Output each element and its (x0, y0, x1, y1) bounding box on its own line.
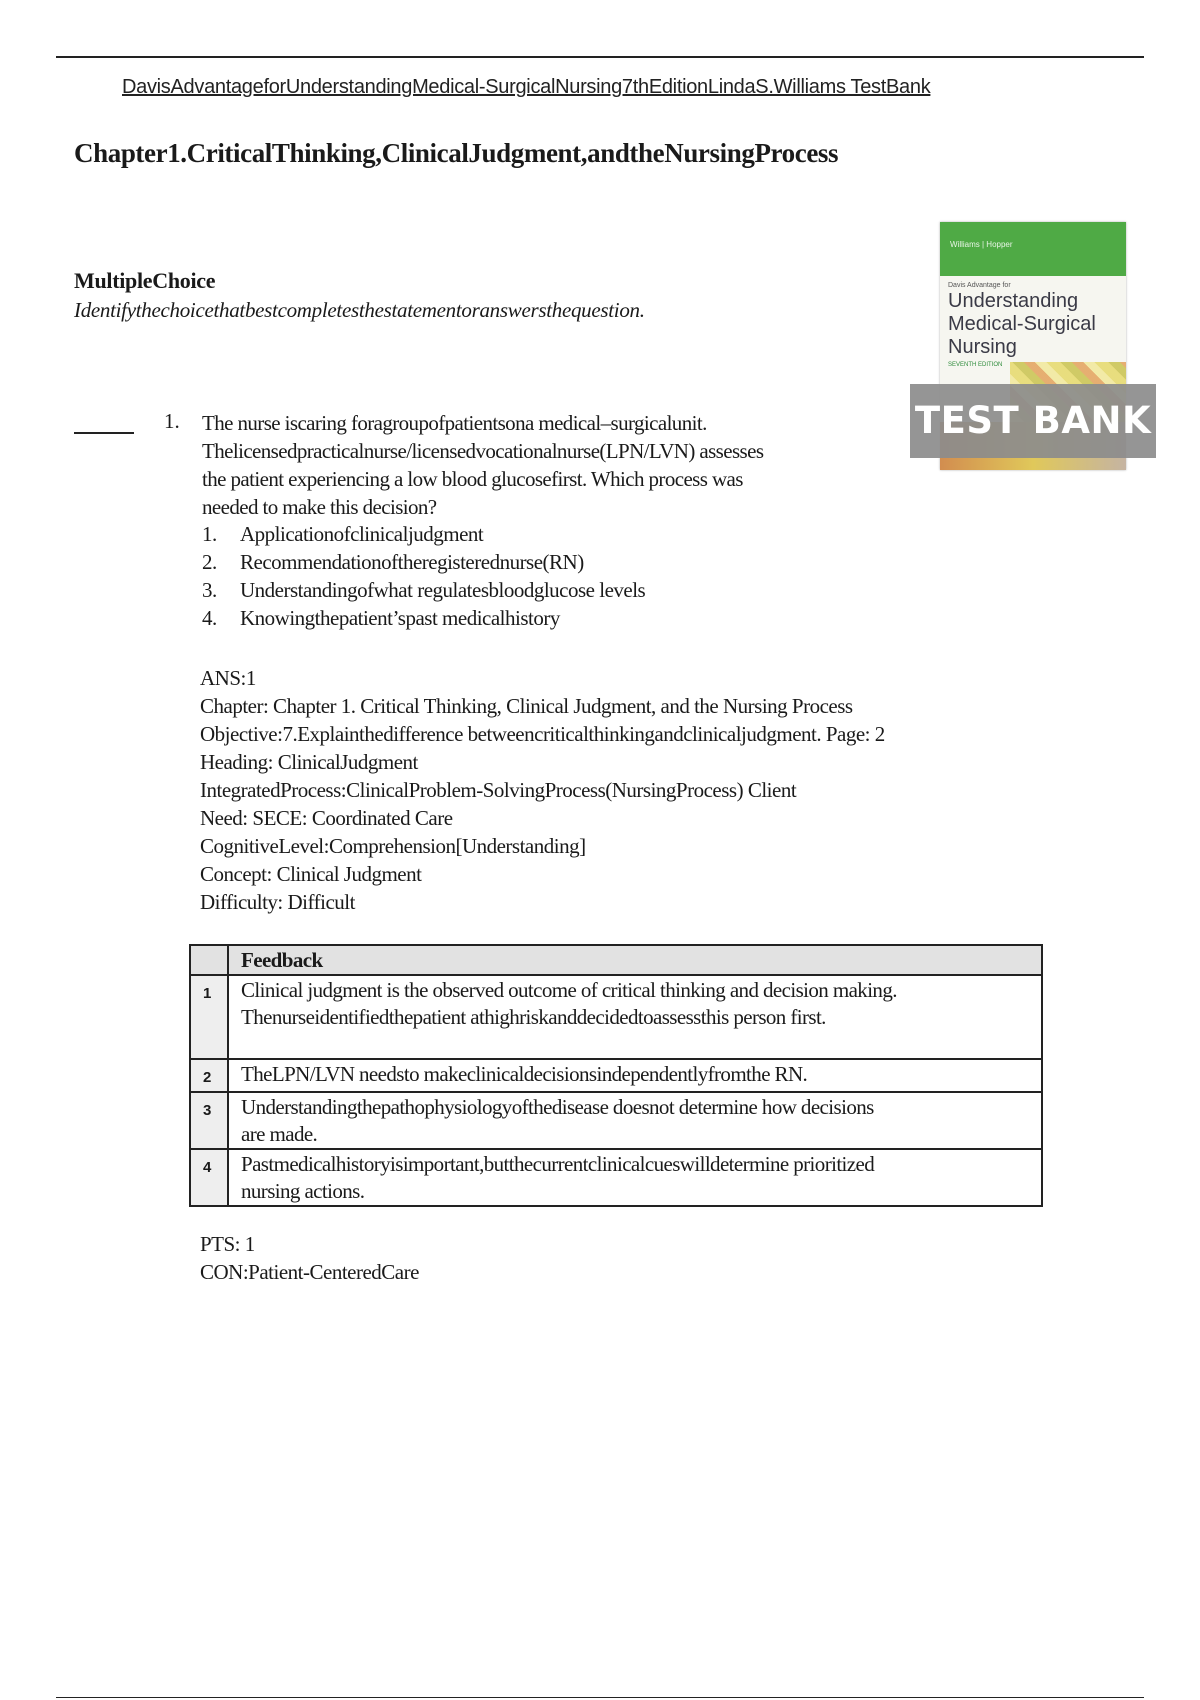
answer-options (202, 520, 645, 632)
cover-series: Davis Advantage for (948, 282, 1011, 289)
question-stem-line: Thelicensedpracticalnurse/licensedvocationalnurse(LPN/LVN) assesses (202, 439, 764, 463)
answer-key: ANS:1 (200, 666, 256, 690)
question-footer (200, 1230, 419, 1286)
table-row (190, 1059, 1042, 1092)
cover-authors: Williams | Hopper (950, 240, 1013, 249)
meta-heading: Heading: ClinicalJudgment (200, 750, 418, 774)
feedback-line: nursing actions. (241, 1179, 365, 1203)
concept-tag: CON:Patient-CenteredCare (200, 1260, 419, 1284)
feedback-index: 2 (190, 1059, 228, 1092)
feedback-line: Understandingthepathophysiologyofthedisease doesnot determine how decisions (241, 1095, 874, 1119)
feedback-line: Pastmedicalhistoryisimportant,butthecurrentclinicalcueswilldetermine prioritized (241, 1152, 875, 1176)
feedback-line: Thenurseidentifiedthepatient athighriskanddecidedtoassessthis person first. (241, 1005, 826, 1029)
feedback-line: Clinical judgment is the observed outcome of critical thinking and decision making. (241, 978, 897, 1002)
document-header: DavisAdvantageforUnderstandingMedical-SurgicalNursing7thEditionLindaS.Williams TestBank (122, 76, 931, 98)
feedback-text (228, 975, 1042, 1059)
cover-green-band (940, 222, 1126, 276)
section-instructions: Identifythechoicethatbestcompletesthestatementoranswersthequestion. (74, 298, 645, 322)
question-stem (202, 409, 902, 521)
section-title: MultipleChoice (74, 268, 216, 293)
meta-objective: Objective:7.Explainthedifference betweencriticalthinkingandclinicaljudgment. Page: 2 (200, 722, 885, 746)
feedback-index: 3 (190, 1092, 228, 1149)
answer-option[interactable] (202, 548, 645, 576)
feedback-header-row (190, 945, 1042, 975)
feedback-table (189, 944, 1043, 1207)
meta-chapter: Chapter: Chapter 1. Critical Thinking, Clinical Judgment, and the Nursing Process (200, 694, 853, 718)
option-number: 1. (202, 522, 217, 546)
bottom-rule (56, 1697, 1144, 1698)
feedback-text (228, 1149, 1042, 1206)
feedback-line: are made. (241, 1122, 318, 1146)
question-number: 1. (164, 409, 180, 433)
top-rule (56, 56, 1144, 58)
feedback-header: Feedback (228, 945, 1042, 975)
meta-difficulty: Difficulty: Difficult (200, 890, 355, 914)
option-number: 4. (202, 606, 217, 630)
answer-option[interactable] (202, 520, 645, 548)
question-metadata (200, 664, 1100, 916)
cover-title-line: Nursing (948, 336, 1017, 358)
feedback-index: 4 (190, 1149, 228, 1206)
cover-title (948, 290, 1123, 359)
option-number: 2. (202, 550, 217, 574)
table-row (190, 1092, 1042, 1149)
answer-blank[interactable] (74, 432, 134, 434)
meta-cognitive-level: CognitiveLevel:Comprehension[Understanding] (200, 834, 586, 858)
question-stem-line: The nurse iscaring foragroupofpatientsona medical–surgicalunit. (202, 411, 707, 435)
question-stem-line: needed to make this decision? (202, 495, 437, 519)
feedback-line: TheLPN/LVN needsto makeclinicaldecisionsindependentlyfromthe RN. (241, 1062, 808, 1086)
option-text: Recommendationoftheregisterednurse(RN) (240, 550, 584, 574)
option-text: Understandingofwhat regulatesbloodglucose levels (240, 578, 646, 602)
test-bank-banner: TEST BANK (910, 384, 1156, 458)
meta-integrated-process: IntegratedProcess:ClinicalProblem-SolvingProcess(NursingProcess) Client (200, 778, 797, 802)
question-stem-line: the patient experiencing a low blood glucosefirst. Which process was (202, 467, 743, 491)
answer-option[interactable] (202, 604, 645, 632)
chapter-title: Chapter1.CriticalThinking,ClinicalJudgment,andtheNursingProcess (74, 138, 839, 168)
cover-title-line: Understanding (948, 290, 1079, 312)
meta-concept: Concept: Clinical Judgment (200, 862, 422, 886)
answer-option[interactable] (202, 576, 645, 604)
feedback-text (228, 1092, 1042, 1149)
feedback-text (228, 1059, 1042, 1092)
points: PTS: 1 (200, 1232, 255, 1256)
table-row (190, 1149, 1042, 1206)
option-text: Applicationofclinicaljudgment (240, 522, 484, 546)
feedback-index: 1 (190, 975, 228, 1059)
cover-edition: SEVENTH EDITION (948, 362, 1003, 368)
table-row (190, 975, 1042, 1059)
cover-title-line: Medical-Surgical (948, 313, 1096, 335)
option-number: 3. (202, 578, 217, 602)
feedback-header-index (190, 945, 228, 975)
meta-client-need: Need: SECE: Coordinated Care (200, 806, 453, 830)
option-text: Knowingthepatient’spast medicalhistory (240, 606, 560, 630)
